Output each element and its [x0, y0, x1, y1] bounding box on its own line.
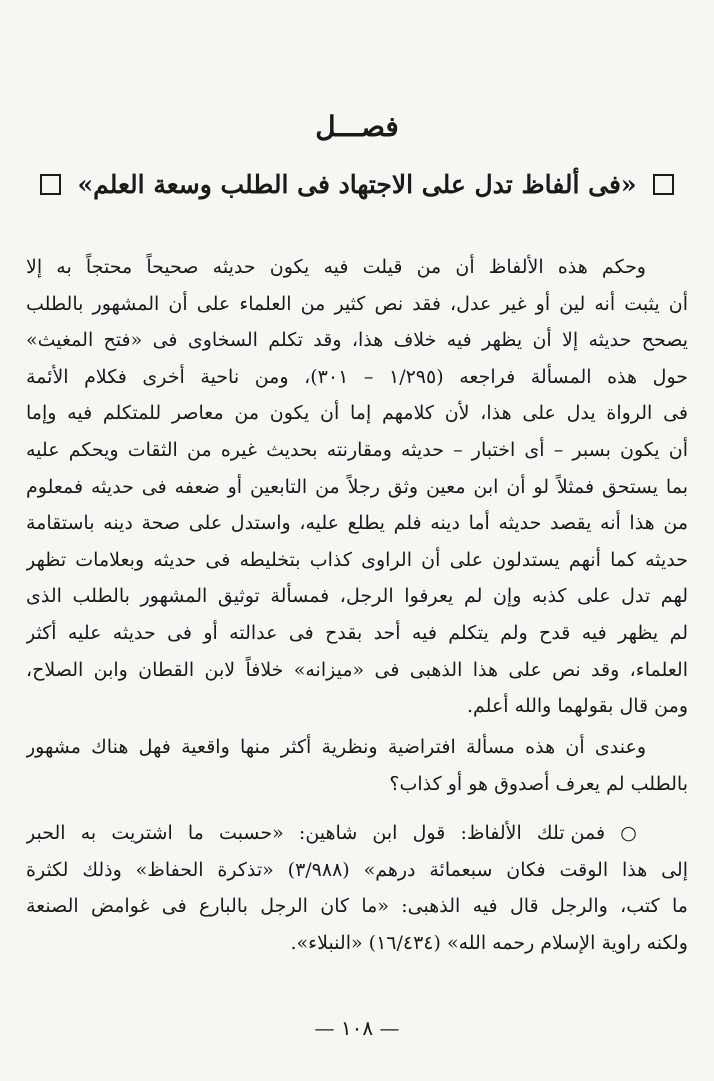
text-line: وحكم هذه الألفاظ أن من قيلت فيه يكون حديثه صحيحاً محتجاً به إلا [26, 256, 646, 278]
text-line: بما يستحق فمثلاً لو أن ابن معين وثق رجلاً من التابعين أو ضعفه فى حديثه فمعلوم [26, 475, 688, 498]
text-line: فى الرواة يدل على هذا، لأن كلامهم إما أن يكون من معاصر للمتكلم فيه وإما [26, 402, 688, 425]
square-ornament-icon [653, 174, 674, 195]
text-line: حول هذه المسألة فراجعه (١/٢٩٥ – ٣٠١)، ومن ناحية أخرى فكلام الأئمة [26, 365, 688, 388]
paragraph-2 [26, 729, 688, 802]
subheading-text: «فى ألفاظ تدل على الاجتهاد فى الطلب وسعة العلم» [77, 170, 637, 199]
text-line: العلماء، وقد نص على هذا الذهبى فى «ميزانه» خلافاً لابن القطان وابن الصلاح، [26, 658, 688, 681]
text-line: لهم تدل على كذبه وإن لم يعرفوا الرجل، فمسألة توثيق المشهور بالطلب الذى [26, 585, 688, 608]
page-number: — ١٠٨ — [314, 1016, 400, 1040]
paragraph-1 [26, 249, 688, 725]
text-line: أن يثبت أنه لين أو غير عدل، فقد نص كثير من العلماء على أن المشهور بالطلب [26, 292, 688, 315]
text-line: يصحح حديثه إلا أن يظهر فيه خلاف هذا، وقد تكلم السخاوى فى «فتح المغيث» [26, 329, 688, 352]
circle-bullet-icon: ○ [620, 822, 646, 844]
text-line-content: فمن تلك الألفاظ: قول ابن شاهين: «حسبت ما اشتريت به الحبر [26, 822, 606, 844]
text-line: لم يظهر فيه قدح ولم يتكلم فيه أحد بقدح فى عدالته أو فى حديثه عليه أكثر [26, 621, 688, 644]
text-line: حديثه كما أنهم يستدلون على أن الراوى كذاب بتخليطه فى حديثه وبعلامات تظهر [26, 548, 688, 571]
section-subheading [40, 170, 674, 199]
square-ornament-icon [40, 174, 61, 195]
text-line: إلى هذا الوقت فكان سبعمائة درهم» (٣/٩٨٨) «تذكرة الحفاظ» وذلك لكثرة [26, 858, 688, 881]
text-line [26, 815, 688, 852]
paragraph-3 [26, 815, 688, 961]
text-line: بالطلب لم يعرف أصدوق هو أو كذاب؟ [389, 772, 688, 795]
text-line: ومن قال بقولهما والله أعلم. [467, 695, 688, 718]
text-line: من هذا أنه يقصد حديثه أما دينه فلم يطلع عليه، واستدل على صحة دينه باستقامة [26, 512, 688, 535]
text-line: وعندى أن هذه مسألة افتراضية ونظرية أكثر منها واقعية فهل هناك مشهور [26, 736, 646, 758]
text-line: أن يكون بسبر – أى اختبار – حديثه ومقارنته بحديث غيره من الثقات ويحكم عليه [26, 438, 688, 461]
text-line: ما كتب، والرجل قال فيه الذهبى: «ما كان الرجل بالبارع فى غوامض الصنعة [26, 895, 688, 918]
text-line: ولكنه راوية الإسلام رحمه الله» (١٦/٤٣٤) «النبلاء». [290, 931, 688, 954]
chapter-heading: فصـــل [315, 110, 399, 143]
